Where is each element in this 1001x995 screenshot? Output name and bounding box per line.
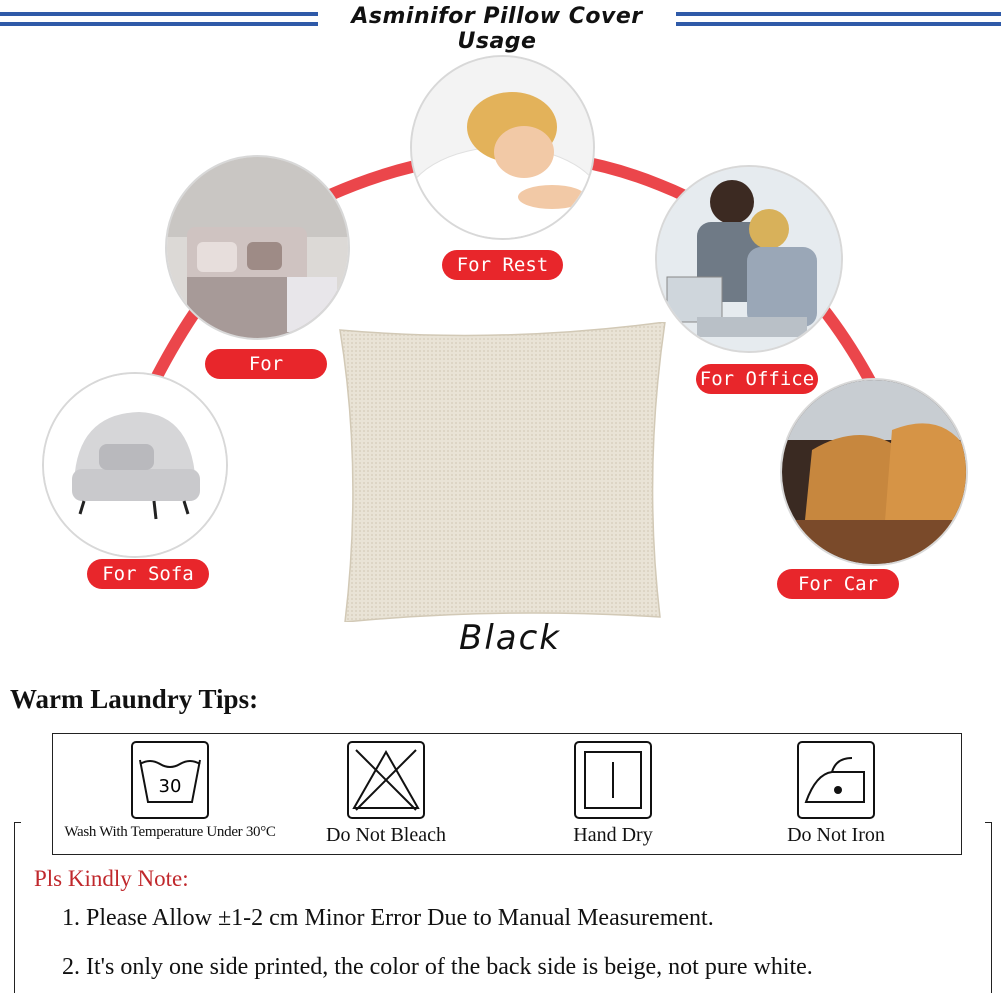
svg-text:30: 30	[158, 776, 182, 797]
note-bracket-left	[14, 822, 21, 993]
laundry-title: Warm Laundry Tips:	[10, 684, 259, 714]
tip-no-iron-label: Do Not Iron	[787, 824, 885, 846]
car-seat-photo	[780, 378, 968, 566]
page-title: Asminifor Pillow Cover Usage	[351, 4, 643, 54]
wash-30-icon	[130, 740, 210, 820]
no-bleach-icon	[346, 740, 426, 820]
usage-label-car: For Car	[777, 569, 899, 599]
tip-hand-dry-label: Hand Dry	[573, 824, 653, 846]
note-bracket-right	[985, 822, 992, 993]
note-item: 1. Please Allow ±1-2 cm Minor Error Due to Manual Measurement.	[62, 905, 714, 931]
laundry-tips-panel	[52, 733, 962, 855]
note-title: Pls Kindly Note:	[34, 866, 189, 891]
usage-label-bedroom: For Bedroom	[205, 349, 327, 379]
usage-label-sofa: For Sofa	[87, 559, 209, 589]
rest-photo	[410, 55, 595, 240]
tip-wash-label: Wash With Temperature Under 30°C	[64, 824, 276, 840]
tip-no-bleach-label: Do Not Bleach	[326, 824, 446, 846]
pillow-cover-image	[335, 322, 670, 622]
variant-label: Black	[459, 618, 561, 658]
hand-dry-icon	[573, 740, 653, 820]
tip-hand-dry	[539, 740, 687, 847]
tip-no-bleach	[311, 740, 461, 847]
tip-no-iron	[761, 740, 911, 847]
tip-wash	[55, 740, 285, 841]
usage-label-office: For Office	[696, 364, 818, 394]
bedroom-photo	[165, 155, 350, 340]
do-not-iron-icon	[796, 740, 876, 820]
note-item: 2. It's only one side printed, the color of the back side is beige, not pure white.	[62, 954, 813, 980]
office-photo	[655, 165, 843, 353]
usage-label-rest: For Rest	[442, 250, 563, 280]
sofa-photo	[42, 372, 228, 558]
